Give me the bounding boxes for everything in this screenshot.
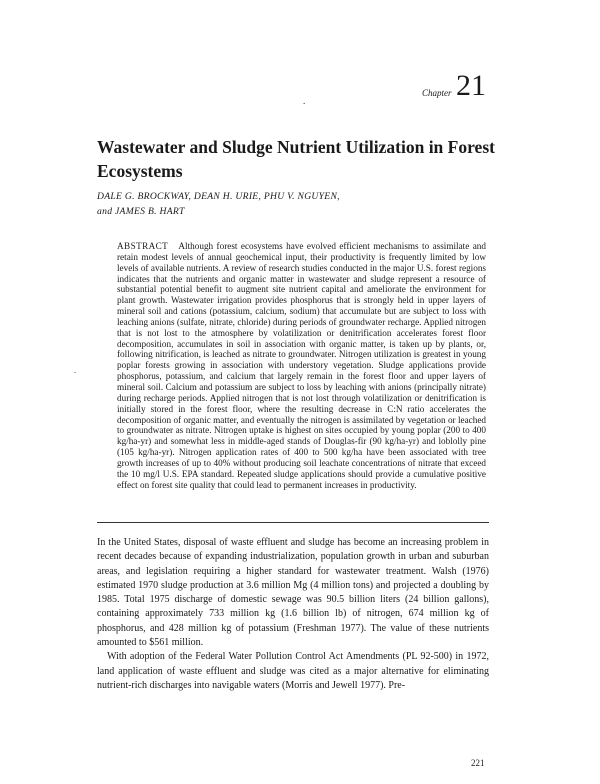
author-line-1: DALE G. BROCKWAY, DEAN H. URIE, PHU V. NGUYEN, xyxy=(97,191,340,202)
chapter-label: Chapter xyxy=(422,88,452,98)
author-list xyxy=(97,189,517,219)
section-divider xyxy=(97,522,489,523)
abstract xyxy=(117,241,486,490)
page-number: 221 xyxy=(471,758,485,768)
chapter-title: Wastewater and Sludge Nutrient Utilization in Forest Ecosystems xyxy=(97,137,495,181)
abstract-text: Although forest ecosystems have evolved efficient mechanisms to assimilate and retain modest levels of annual geochemical input, their productivity is frequently limited by low levels of available nutrients. A review of research studies conducted in the major U.S. forest regions indicates that the nutrients and organic matter in wastewater and sludge represent a resource of substantial potential benefit to augment site nutrient capital and ameliorate the environment for plant growth. Wastewater irrigation provides phosphorus that is strongly held in upper layers of mineral soil and cations (potassium, calcium, sodium) that accumulate but are subject to loss with leaching anions (sulfate, nitrate, chloride) during periods of groundwater recharge. Applied nitrogen that is not lost to the atmosphere by volatilization or denitrification accelerates forest floor decomposition, accumulates in soil in association with organic matter, is taken up by plants, or, following nitrification, is leached as nitrate to groundwater. Nitrogen utilization is greatest in young poplar forests growing in association with understory vegetation. Sludge applications provide phosphorus, potassium, and calcium that largely remain in the forest floor and upper layers of mineral soil. Calcium and potassium are subject to loss by leaching with anions (principally nitrate) during recharge periods. Applied nitrogen that is not lost through volatilization or denitrification is initially stored in the forest floor, where the resulting decrease in C:N ratio accelerates the decomposition of organic matter, and eventually the nitrogen is assimilated by vegetation or leached to groundwater as nitrate. Nitrogen uptake is highest on sites occupied by young poplar (200 to 400 kg/ha-yr) and somewhat less in middle-aged stands of Douglas-fir (90 kg/ha-yr) and loblolly pine (105 kg/ha-yr). Nitrogen application rates of 400 to 500 kg/ha have been associated with tree growth increases of up to 40% without producing soil leachate concentrations of nitrate that exceed the 10 mg/l U.S. EPA standard. Repeated sludge applications should provide a cumulative positive effect on forest site quality that could lead to permanent increases in productivity. xyxy=(117,241,486,490)
abstract-label: ABSTRACT xyxy=(117,241,169,251)
body-paragraph-2: With adoption of the Federal Water Pollution Control Act Amendments (PL 92-500) in 1972, land application of waste effluent and sludge was cited as a major alternative for eliminating nutrient-rich discharges into navigable waters (Morris and Jewell 1977). Pre- xyxy=(97,651,489,691)
chapter-number: 21 xyxy=(456,69,486,102)
margin-mark: . xyxy=(74,366,76,375)
stray-mark: . xyxy=(303,96,306,106)
author-line-2: and JAMES B. HART xyxy=(97,206,185,217)
body-paragraph-1: In the United States, disposal of waste effluent and sludge has become an increasing problem in recent decades because of expanding industrialization, population growth in urban and suburban areas, and legislation requiring a higher standard for wastewater treatment. Walsh (1976) estimated 1970 sludge production at 3.6 million Mg (4 million tons) and projected a doubling by 1985. Total 1975 discharge of domestic sewage was 90.5 billion liters (24 billion gallons), containing approximately 733 million kg (1.6 billion lb) of nitrogen, 674 million kg of phosphorus, and 428 million kg of potassium (Freshman 1977). The value of these nutrients amounted to $561 million. xyxy=(97,537,489,649)
body-text xyxy=(97,536,489,693)
